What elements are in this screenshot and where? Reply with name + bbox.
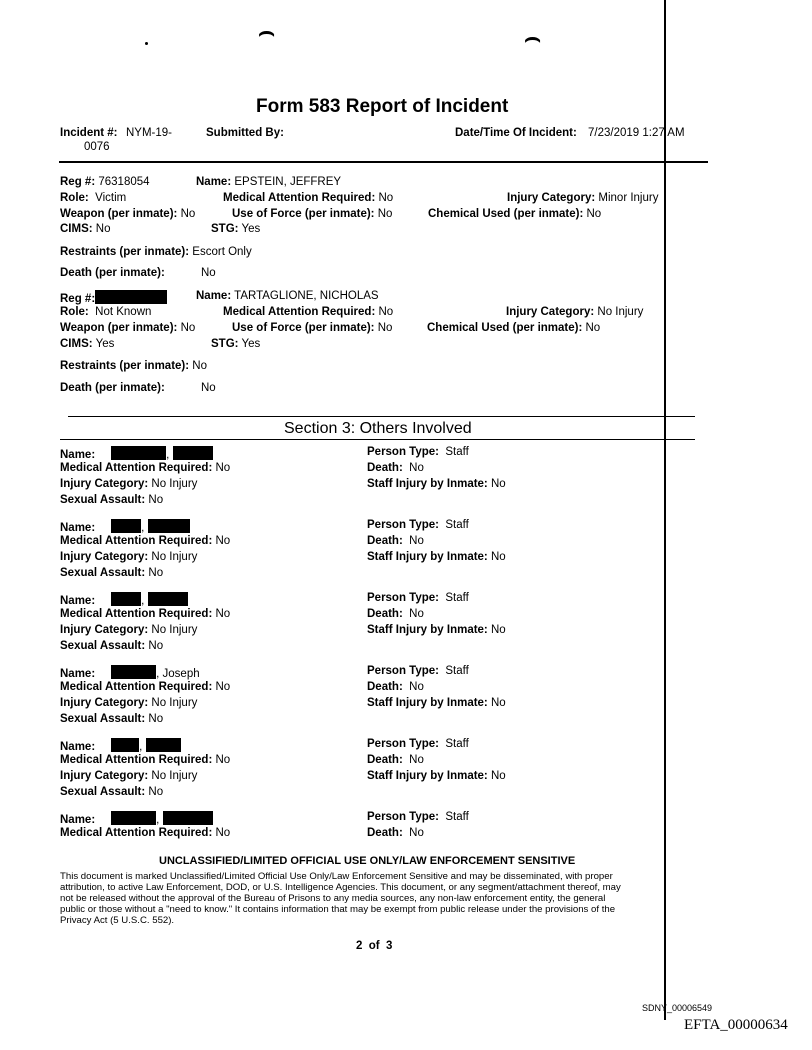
divider	[60, 439, 695, 440]
med-label: Medical Attention Required:	[223, 306, 376, 318]
cims-label: CIMS:	[60, 223, 93, 235]
staff-injury-value: No	[490, 770, 506, 782]
redaction	[111, 519, 141, 533]
sexual-label: Sexual Assault:	[60, 640, 146, 652]
person-type-label: Person Type:	[367, 519, 439, 531]
name-label: Name:	[196, 290, 232, 302]
weapon-label: Weapon (per inmate):	[60, 322, 178, 334]
other-name	[60, 665, 200, 680]
med-value: No	[378, 306, 394, 318]
injury-value: No Injury	[151, 551, 198, 563]
sexual-value: No	[148, 494, 164, 506]
sexual-value: No	[148, 786, 164, 798]
staff-injury-label: Staff Injury by Inmate:	[367, 624, 488, 636]
injury-label: Injury Category:	[60, 697, 149, 709]
name-label: Name:	[60, 595, 96, 607]
staff-injury-label: Staff Injury by Inmate:	[367, 478, 488, 490]
stg-label: STG:	[211, 223, 239, 235]
redaction	[95, 290, 167, 304]
injury-value: No Injury	[151, 478, 198, 490]
death-value: No	[409, 827, 424, 839]
med-label: Medical Attention Required:	[223, 192, 376, 204]
death-label: Death (per inmate):	[60, 382, 165, 394]
scan-speck	[145, 42, 148, 45]
section-heading: Section 3: Others Involved	[284, 420, 472, 437]
staff-injury-label: Staff Injury by Inmate:	[367, 697, 488, 709]
person-type-value: Staff	[445, 519, 469, 531]
injury-value: No Injury	[151, 697, 198, 709]
injury-value: No Injury	[151, 624, 198, 636]
weapon-value: No	[180, 208, 196, 220]
med-label: Medical Attention Required:	[60, 462, 213, 474]
chem-label: Chemical Used (per inmate):	[428, 208, 584, 220]
name-suffix: ,	[141, 522, 145, 534]
role-label: Role:	[60, 192, 89, 204]
staff-injury-label: Staff Injury by Inmate:	[367, 551, 488, 563]
page-title: Form 583 Report of Incident	[256, 96, 509, 117]
person-type-label: Person Type:	[367, 665, 439, 677]
death-label: Death:	[367, 462, 403, 474]
med-value: No	[215, 535, 231, 547]
redaction	[111, 738, 139, 752]
person-type-value: Staff	[445, 665, 469, 677]
person-type-value: Staff	[445, 592, 469, 604]
redaction	[111, 592, 141, 606]
med-label: Medical Attention Required:	[60, 827, 213, 839]
injury-value: No Injury	[151, 770, 198, 782]
name-suffix: ,	[139, 741, 143, 753]
name-label: Name:	[60, 814, 96, 826]
med-label: Medical Attention Required:	[60, 754, 213, 766]
person-type-label: Person Type:	[367, 811, 439, 823]
death-value: No	[409, 608, 424, 620]
datetime-label: Date/Time Of Incident:	[455, 127, 577, 139]
restraints-value: No	[192, 360, 207, 372]
name-label: Name:	[60, 741, 96, 753]
med-value: No	[215, 827, 231, 839]
injury-label: Injury Category:	[506, 306, 595, 318]
restraints-label: Restraints (per inmate):	[60, 360, 190, 372]
injury-value: No Injury	[597, 306, 644, 318]
death-label: Death:	[367, 827, 403, 839]
submitted-label: Submitted By:	[206, 127, 284, 139]
redaction	[148, 592, 188, 606]
disclaimer-line: This document is marked Unclassified/Limited Official Use Only/Law Enforcement Sensitive and may be disseminated, with proper	[60, 871, 613, 882]
redaction	[146, 738, 181, 752]
redaction	[111, 446, 166, 460]
chem-value: No	[585, 322, 601, 334]
redaction	[111, 665, 156, 679]
person-type-value: Staff	[445, 738, 469, 750]
staff-injury-value: No	[490, 478, 506, 490]
efta-number: EFTA_00000634	[684, 1017, 788, 1033]
other-name	[60, 738, 181, 753]
death-label: Death:	[367, 535, 403, 547]
med-label: Medical Attention Required:	[60, 535, 213, 547]
death-value: No	[409, 535, 424, 547]
person-type-label: Person Type:	[367, 446, 439, 458]
death-value: No	[409, 681, 424, 693]
other-name	[60, 446, 213, 461]
disclaimer-line: public or those without a "need to know." It contains information that may be exempt from public release under the provisions of the	[60, 904, 616, 915]
injury-label: Injury Category:	[60, 624, 149, 636]
role-value: Not Known	[95, 306, 152, 318]
incident-value: NYM-19-	[126, 127, 173, 139]
death-value: No	[409, 754, 424, 766]
cims-value: Yes	[95, 338, 115, 350]
role-label: Role:	[60, 306, 89, 318]
disclaimer-line: Privacy Act (5 U.S.C. 552).	[60, 915, 175, 926]
scan-mark: ⌢	[524, 22, 542, 52]
role-value: Victim	[95, 192, 127, 204]
restraints-value: Escort Only	[192, 246, 252, 258]
name-label: Name:	[60, 668, 96, 680]
name-suffix: ,	[156, 814, 160, 826]
med-label: Medical Attention Required:	[60, 681, 213, 693]
weapon-value: No	[180, 322, 196, 334]
injury-label: Injury Category:	[60, 478, 149, 490]
person-type-label: Person Type:	[367, 738, 439, 750]
med-value: No	[215, 754, 231, 766]
stg-value: Yes	[241, 338, 261, 350]
staff-injury-value: No	[490, 697, 506, 709]
redaction	[173, 446, 213, 460]
name-value: TARTAGLIONE, NICHOLAS	[234, 290, 379, 302]
name-label: Name:	[196, 176, 232, 188]
disclaimer-line: not be released without the approval of the Bureau of Prisons to any media sources, any non-law enforcement entity, the general	[60, 893, 606, 904]
datetime-value: 7/23/2019 1:27 AM	[588, 127, 685, 139]
classification-banner: UNCLASSIFIED/LIMITED OFFICIAL USE ONLY/LAW ENFORCEMENT SENSITIVE	[159, 855, 576, 867]
med-value: No	[215, 681, 231, 693]
sexual-value: No	[148, 567, 164, 579]
redaction	[148, 519, 190, 533]
incident-label: Incident #:	[60, 127, 118, 139]
other-name	[60, 811, 213, 826]
disclaimer-line: attribution, to active Law Enforcement, DOD, or U.S. Intelligence Agencies. This document, or any segment/attachment thereof, may	[60, 882, 621, 893]
name-suffix: ,	[166, 449, 170, 461]
med-value: No	[378, 192, 394, 204]
force-value: No	[377, 208, 393, 220]
person-type-value: Staff	[445, 811, 469, 823]
reg-label: Reg #:	[60, 176, 96, 188]
death-value: No	[409, 462, 424, 474]
stg-label: STG:	[211, 338, 239, 350]
incident-value: 0076	[84, 141, 110, 153]
death-value: No	[201, 267, 216, 279]
name-suffix: , Joseph	[156, 668, 200, 680]
person-type-label: Person Type:	[367, 592, 439, 604]
name-suffix: ,	[141, 595, 145, 607]
death-label: Death:	[367, 681, 403, 693]
restraints-label: Restraints (per inmate):	[60, 246, 190, 258]
sexual-label: Sexual Assault:	[60, 786, 146, 798]
divider	[68, 416, 695, 417]
cims-value: No	[95, 223, 111, 235]
staff-injury-value: No	[490, 551, 506, 563]
death-label: Death:	[367, 754, 403, 766]
person-type-value: Staff	[445, 446, 469, 458]
scan-mark: ⌢	[258, 16, 276, 46]
redaction	[163, 811, 213, 825]
sexual-value: No	[148, 640, 164, 652]
name-label: Name:	[60, 522, 96, 534]
med-value: No	[215, 608, 231, 620]
death-label: Death (per inmate):	[60, 267, 165, 279]
bates-number: SDNY_00006549	[642, 1003, 713, 1013]
chem-label: Chemical Used (per inmate):	[427, 322, 583, 334]
cims-label: CIMS:	[60, 338, 93, 350]
death-label: Death:	[367, 608, 403, 620]
med-value: No	[215, 462, 231, 474]
death-value: No	[201, 382, 216, 394]
stg-value: Yes	[241, 223, 261, 235]
med-label: Medical Attention Required:	[60, 608, 213, 620]
sexual-label: Sexual Assault:	[60, 713, 146, 725]
chem-value: No	[586, 208, 602, 220]
reg-value: 76318054	[98, 176, 150, 188]
sexual-label: Sexual Assault:	[60, 567, 146, 579]
sexual-label: Sexual Assault:	[60, 494, 146, 506]
page-number: 2 of 3	[356, 940, 393, 952]
weapon-label: Weapon (per inmate):	[60, 208, 178, 220]
staff-injury-value: No	[490, 624, 506, 636]
force-value: No	[377, 322, 393, 334]
injury-label: Injury Category:	[60, 551, 149, 563]
injury-value: Minor Injury	[598, 192, 659, 204]
scan-line	[664, 0, 666, 1020]
other-name	[60, 592, 188, 607]
redaction	[111, 811, 156, 825]
injury-label: Injury Category:	[507, 192, 596, 204]
divider	[59, 161, 708, 163]
injury-label: Injury Category:	[60, 770, 149, 782]
reg-label: Reg #:	[60, 293, 96, 305]
staff-injury-label: Staff Injury by Inmate:	[367, 770, 488, 782]
other-name	[60, 519, 190, 534]
force-label: Use of Force (per inmate):	[232, 208, 375, 220]
name-value: EPSTEIN, JEFFREY	[234, 176, 342, 188]
sexual-value: No	[148, 713, 164, 725]
force-label: Use of Force (per inmate):	[232, 322, 375, 334]
name-label: Name:	[60, 449, 96, 461]
